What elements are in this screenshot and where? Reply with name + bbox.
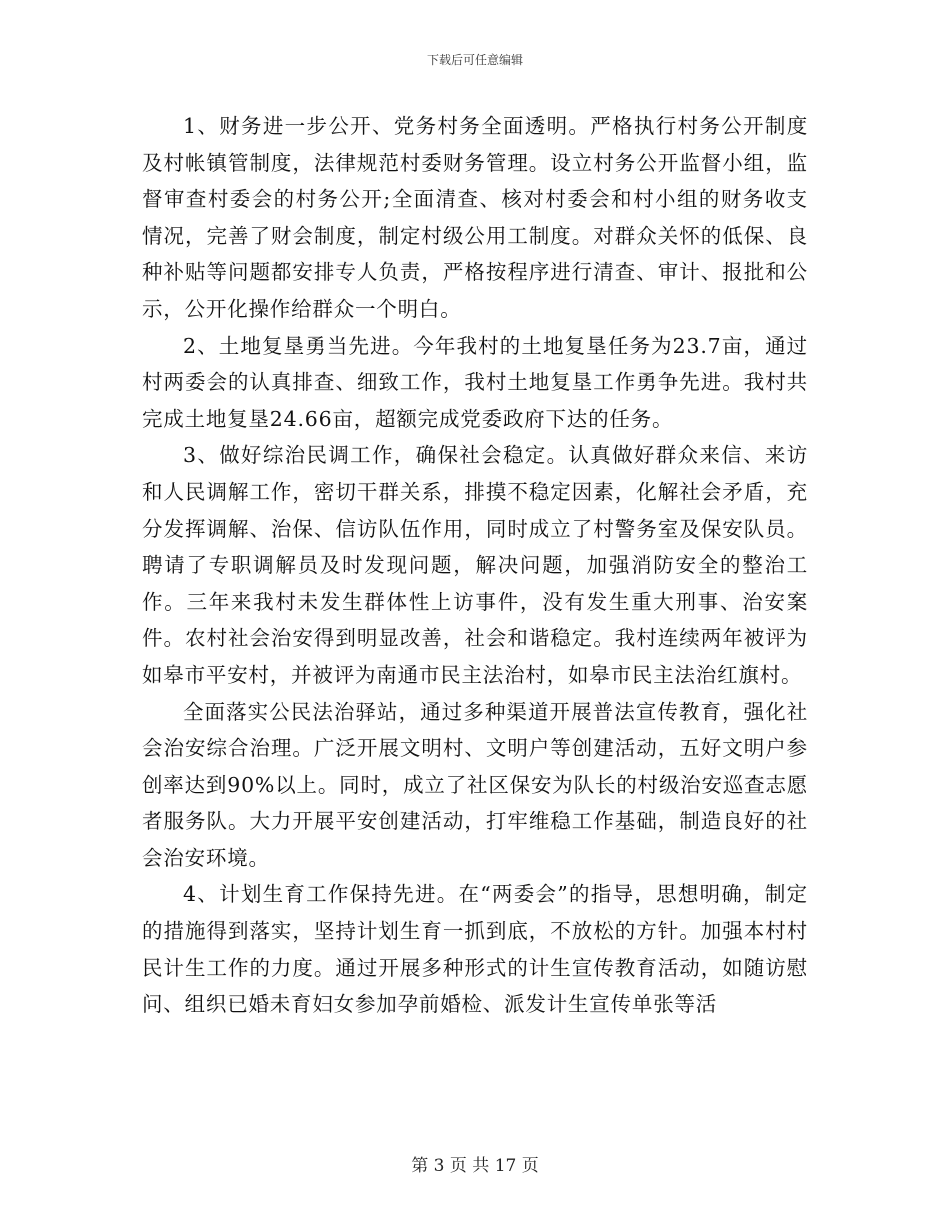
page-header: 下载后可任意编辑: [426, 53, 523, 67]
paragraph-family-planning: 4、计划生育工作保持先进。在“两委会”的指导，思想明确，制定的措施得到落实，坚持计划生育一抓到底，不放松的方针。加强本村村民计生工作的力度。通过开展多种形式的计生宣传教育活动，如随访慰问、组织已婚未育妇女参加孕前婚检、派发计生宣传单张等活: [142, 882, 808, 1017]
paragraph-land-reclamation: 2、土地复垦勇当先进。今年我村的土地复垦任务为23.7亩，通过村两委会的认真排查、细致工作，我村土地复垦工作勇争先进。我村共完成土地复垦24.66亩，超额完成党委政府下达的任务。: [142, 333, 808, 431]
paragraph-finance: 1、财务进一步公开、党务村务全面透明。严格执行村务公开制度及村帐镇管制度，法律规范村委财务管理。设立村务公开监督小组，监督审查村委会的村务公开;全面清查、核对村委会和村小组的财务收支情况，完善了财会制度，制定村级公用工制度。对群众关怀的低保、良种补贴等问题都安排专人负责，严格按程序进行清查、审计、报批和公示，公开化操作给群众一个明白。: [142, 114, 808, 321]
paragraph-social-stability: 3、做好综治民调工作，确保社会稳定。认真做好群众来信、来访和人民调解工作，密切干群关系，排摸不稳定因素，化解社会矛盾，充分发挥调解、治保、信访队伍作用，同时成立了村警务室及保安队员。聘请了专职调解员及时发现问题，解决问题，加强消防安全的整治工作。三年来我村未发生群体性上访事件，没有发生重大刑事、治安案件。农村社会治安得到明显改善，社会和谐稳定。我村连续两年被评为如皋市平安村，并被评为南通市民主法治村，如皋市民主法治红旗村。: [142, 443, 808, 687]
document-body: [142, 108, 808, 1023]
paragraph-legal-education: 全面落实公民法治驿站，通过多种渠道开展普法宣传教育，强化社会治安综合治理。广泛开展文明村、文明户等创建活动，五好文明户参创率达到90%以上。同时，成立了社区保安为队长的村级治安巡查志愿者服务队。大力开展平安创建活动，打牢维稳工作基础，制造良好的社会治安环境。: [142, 699, 808, 870]
page-footer: 第 3 页 共 17 页: [411, 1156, 539, 1176]
